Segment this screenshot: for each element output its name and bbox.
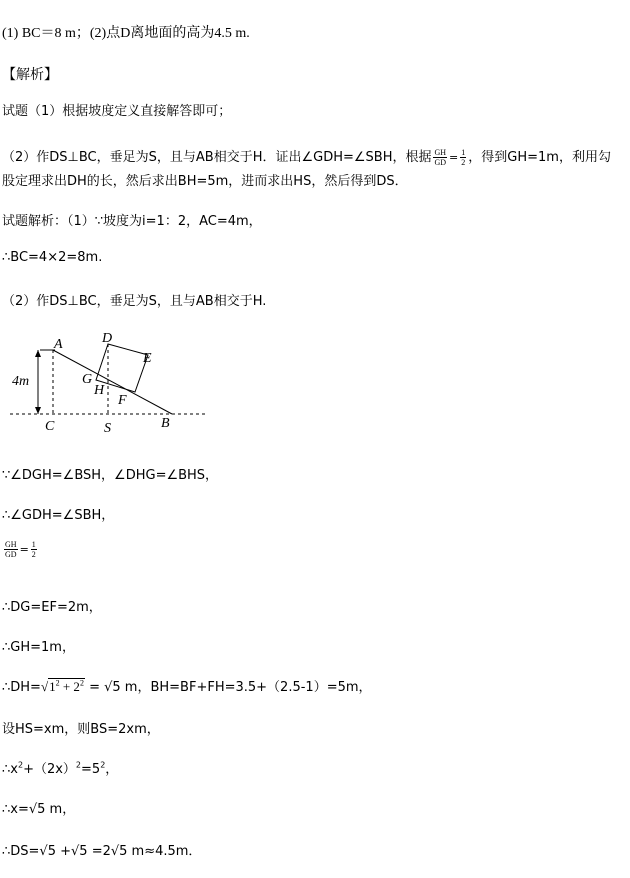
step-6-result: = √5 <box>89 680 121 695</box>
step-3-fraction: $\frac{GH}{GD}$ <box>5 540 17 559</box>
hint-step-2a-post: ，得到GH=1m，利用勾 <box>468 150 611 165</box>
label-4m: 4m <box>12 374 30 389</box>
step-8-mid: +（2x） <box>23 762 76 777</box>
step-7: 设HS=xm，则BS=2xm， <box>2 722 160 737</box>
solution-line-3: （2）作DS⊥BC，垂足为S，且与AB相交于H. <box>2 294 267 309</box>
hint-step-2b: 股定理求出DH的长，然后求出BH=5m，进而求出HS，然后得到DS． <box>2 174 408 189</box>
hint-step-2a-pre: （2）作DS⊥BC，垂足为S，且与AB相交于H．证出∠GDH=∠SBH，根据 <box>2 150 432 165</box>
solution-line-2: ∴BC=4×2=8m. <box>2 250 103 265</box>
hint-intro: 试题（1）根据坡度定义直接解答即可； <box>2 104 232 119</box>
label-h: H <box>94 383 105 398</box>
answer-line: (1) BC＝8 m；(2)点D离地面的高为4.5 m. <box>2 26 250 41</box>
arrow-head-up <box>35 350 41 357</box>
slope-diagram <box>10 330 210 438</box>
step-8-pre: ∴x <box>2 762 18 777</box>
slope-ab <box>53 350 172 414</box>
label-d: D <box>102 331 113 346</box>
solution-line-1: 试题解析：（1）∵坡度为i=1：2，AC=4m， <box>2 214 262 229</box>
step-3: $\frac{GH}{GD}$ = $\frac{1}{2}$ <box>5 540 36 559</box>
step-3-half: $\frac{1}{2}$ <box>31 540 36 559</box>
label-c: C <box>45 419 55 434</box>
arrow-head-down <box>35 407 41 414</box>
half-fraction: $\frac{1}{2}$ <box>461 148 466 167</box>
hint-step-2a: （2）作DS⊥BC，垂足为S，且与AB相交于H．证出∠GDH=∠SBH，根据 $\frac{GH}{GD}$ = $\frac{1}{2}$ ，得到GH=1m，利用勾 <box>2 148 611 167</box>
step-9: ∴x=√5 m， <box>2 802 76 817</box>
step-1: ∵∠DGH=∠BSH，∠DHG=∠BHS， <box>2 468 219 483</box>
ratio-fraction: $\frac{GH}{GD}$ <box>434 148 447 167</box>
step-6-radical: $√1^2 + 2^2$ <box>40 678 84 694</box>
step-5: ∴GH=1m， <box>2 640 75 655</box>
step-6 <box>2 676 372 695</box>
label-s: S <box>104 421 111 436</box>
step-8-post: =5 <box>81 762 101 777</box>
step-6-post: m，BH=BF+FH=3.5+（2.5-1）=5m， <box>120 680 372 695</box>
label-b: B <box>161 416 170 431</box>
step-8: $\therefore x^2+(2x)^2=5^2$， <box>2 760 119 777</box>
step-10: ∴DS=√5 +√5 =2√5 m≈4.5m． <box>2 844 202 859</box>
label-f: F <box>118 393 127 408</box>
step-2: ∴∠GDH=∠SBH， <box>2 508 115 523</box>
label-g: G <box>82 372 93 387</box>
label-e: E <box>143 351 152 366</box>
analysis-title: 【解析】 <box>2 67 58 83</box>
step-6-pre: ∴DH= <box>2 680 41 695</box>
step-4: ∴DG=EF=2m， <box>2 600 102 615</box>
label-a: A <box>54 337 63 352</box>
